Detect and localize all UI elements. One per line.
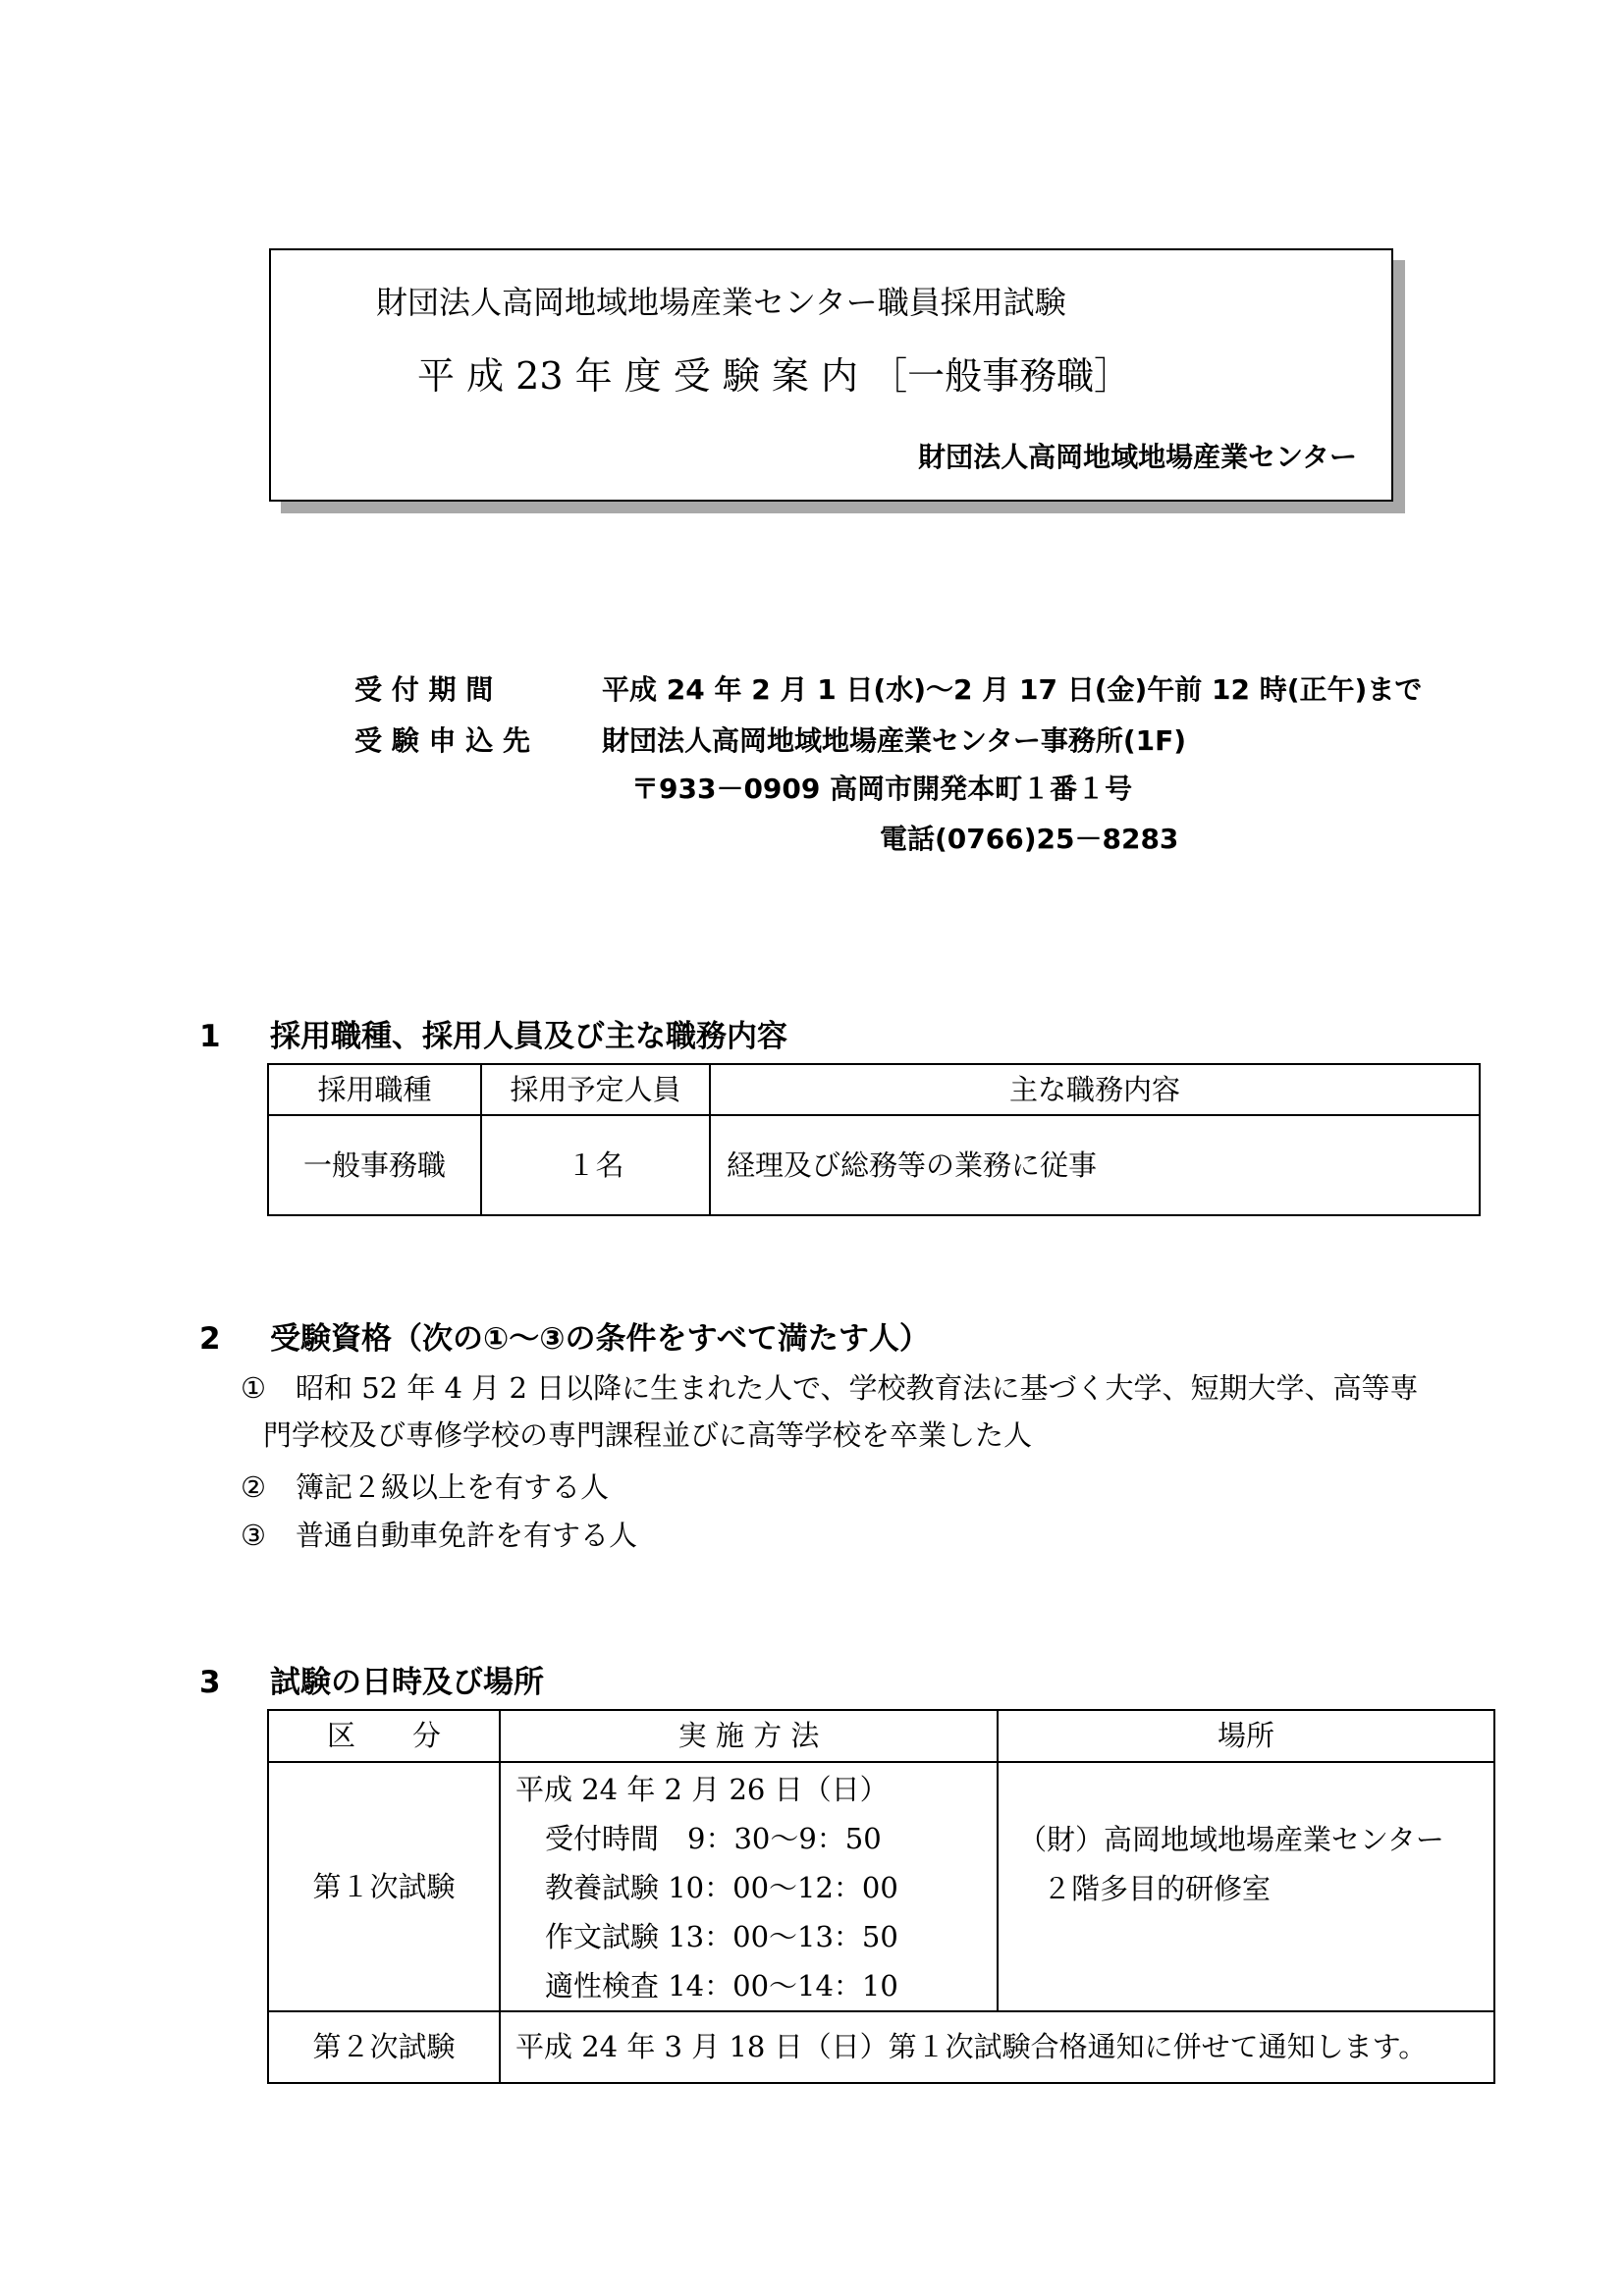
exam-method-cell bbox=[500, 1762, 998, 2011]
list-item-marker: ③ bbox=[241, 1519, 266, 1552]
reception-label: 受 付 期 間 bbox=[354, 673, 494, 706]
list-item-text-continued: 門学校及び専修学校の専門課程並びに高等学校を卒業した人 bbox=[263, 1418, 1033, 1452]
section-2-number: 2 bbox=[199, 1321, 221, 1357]
list-item-marker: ② bbox=[241, 1470, 266, 1504]
table-row bbox=[268, 1115, 1480, 1215]
table-cell: 経理及び総務等の業務に従事 bbox=[710, 1115, 1480, 1215]
header-issuer: 財団法人高岡地域地場産業センター bbox=[918, 441, 1357, 473]
exam-schedule-line: 教養試験 10：00～12：00 bbox=[545, 1871, 898, 1904]
list-item-marker: ① bbox=[241, 1371, 266, 1405]
exam-place-line: （財）高岡地域地場産業センター bbox=[1018, 1823, 1444, 1856]
section-2-title: 受験資格（次の①～③の条件をすべて満たす人） bbox=[270, 1321, 930, 1357]
list-item-text: 昭和 52 年 4 月 2 日以降に生まれた人で、学校教育法に基づく大学、短期大学、高等専 bbox=[296, 1371, 1419, 1405]
reception-value: 平成 24 年 2 月 1 日(水)～2 月 17 日(金)午前 12 時(正午)まで bbox=[602, 673, 1423, 706]
table-header-cell: 採用職種 bbox=[268, 1064, 481, 1115]
exam-schedule-table bbox=[267, 1709, 1495, 2084]
section-1-number: 1 bbox=[199, 1019, 221, 1054]
section-3-number: 3 bbox=[199, 1665, 221, 1700]
table-header-cell: 採用予定人員 bbox=[481, 1064, 710, 1115]
section-3-title: 試験の日時及び場所 bbox=[270, 1665, 544, 1700]
table-header-cell: 主な職務内容 bbox=[710, 1064, 1480, 1115]
apply-label: 受 験 申 込 先 bbox=[354, 724, 530, 757]
exam-place-line: ２階多目的研修室 bbox=[1043, 1872, 1272, 1905]
apply-value: 財団法人高岡地域地場産業センター事務所(1F) bbox=[602, 724, 1187, 757]
list-item-text: 簿記２級以上を有する人 bbox=[296, 1470, 610, 1504]
exam-place-cell bbox=[998, 1762, 1494, 2011]
page-title: 平 成 23 年 度 受 験 案 内 ［一般事務職］ bbox=[417, 354, 1132, 398]
phone: 電話(0766)25－8283 bbox=[880, 823, 1179, 855]
table-header-row bbox=[268, 1710, 1494, 1762]
list-item-text: 普通自動車免許を有する人 bbox=[296, 1519, 638, 1552]
exam-label: 第１次試験 bbox=[268, 1762, 500, 2011]
table-row-first-exam bbox=[268, 1762, 1494, 2011]
table-header-cell: 区 分 bbox=[268, 1710, 500, 1762]
exam-label: 第２次試験 bbox=[268, 2011, 500, 2083]
table-header-row bbox=[268, 1064, 1480, 1115]
table-row-second-exam bbox=[268, 2011, 1494, 2083]
exam-schedule-line: 適性検査 14：00～14：10 bbox=[545, 1969, 898, 2002]
exam-schedule-line: 受付時間 9：30～9：50 bbox=[545, 1822, 882, 1855]
exam-schedule-line: 作文試験 13：00～13：50 bbox=[545, 1920, 898, 1953]
exam-second-text: 平成 24 年 3 月 18 日（日）第１次試験合格通知に併せて通知します。 bbox=[500, 2011, 1494, 2083]
exam-date: 平成 24 年 2 月 26 日（日） bbox=[515, 1773, 889, 1806]
header-box bbox=[269, 248, 1393, 502]
header-subtitle: 財団法人高岡地域地場産業センター職員採用試験 bbox=[376, 284, 1066, 321]
section-1-title: 採用職種、採用人員及び主な職務内容 bbox=[270, 1019, 787, 1054]
table-cell: 一般事務職 bbox=[268, 1115, 481, 1215]
position-table bbox=[267, 1063, 1481, 1216]
table-header-cell: 場所 bbox=[998, 1710, 1494, 1762]
table-cell: １名 bbox=[481, 1115, 710, 1215]
address: 〒933－0909 高岡市開発本町１番１号 bbox=[631, 773, 1133, 805]
table-header-cell: 実 施 方 法 bbox=[500, 1710, 998, 1762]
